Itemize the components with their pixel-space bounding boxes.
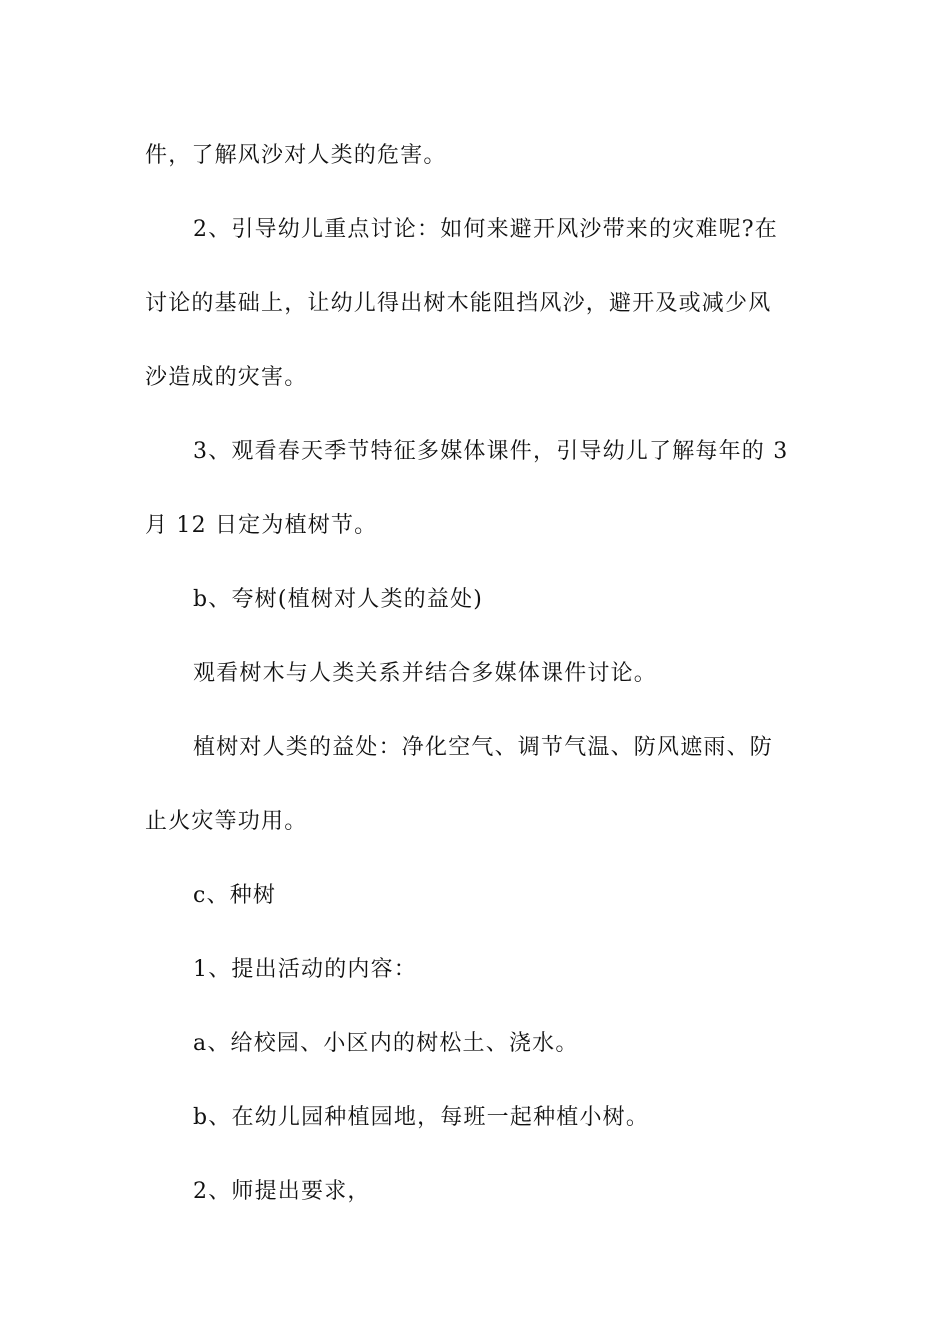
- text-line: 月 12 日定为植树节。: [145, 513, 378, 538]
- document-body: [145, 119, 810, 1229]
- section-heading: c、种树: [193, 883, 277, 908]
- text-line: 讨论的基础上，让幼儿得出树木能阻挡风沙，避开及或减少风: [145, 291, 772, 316]
- text-line: 2、引导幼儿重点讨论：如何来避开风沙带来的灾难呢?在: [193, 217, 778, 242]
- section-heading: b、夸树(植树对人类的益处): [193, 587, 484, 612]
- text-line: 植树对人类的益处：净化空气、调节气温、防风遮雨、防: [193, 735, 774, 760]
- text-line: 2、师提出要求，: [193, 1179, 371, 1204]
- text-line: 观看树木与人类关系并结合多媒体课件讨论。: [193, 661, 658, 686]
- text-line: 3、观看春天季节特征多媒体课件，引导幼儿了解每年的 3: [193, 439, 789, 464]
- text-line: 件，了解风沙对人类的危害。: [145, 143, 447, 168]
- text-line: 止火灾等功用。: [145, 809, 308, 834]
- list-item: a、给校园、小区内的树松土、浇水。: [193, 1031, 579, 1056]
- list-item: b、在幼儿园种植园地，每班一起种植小树。: [193, 1105, 650, 1130]
- text-line: 沙造成的灾害。: [145, 365, 308, 390]
- text-line: 1、提出活动的内容：: [193, 957, 417, 982]
